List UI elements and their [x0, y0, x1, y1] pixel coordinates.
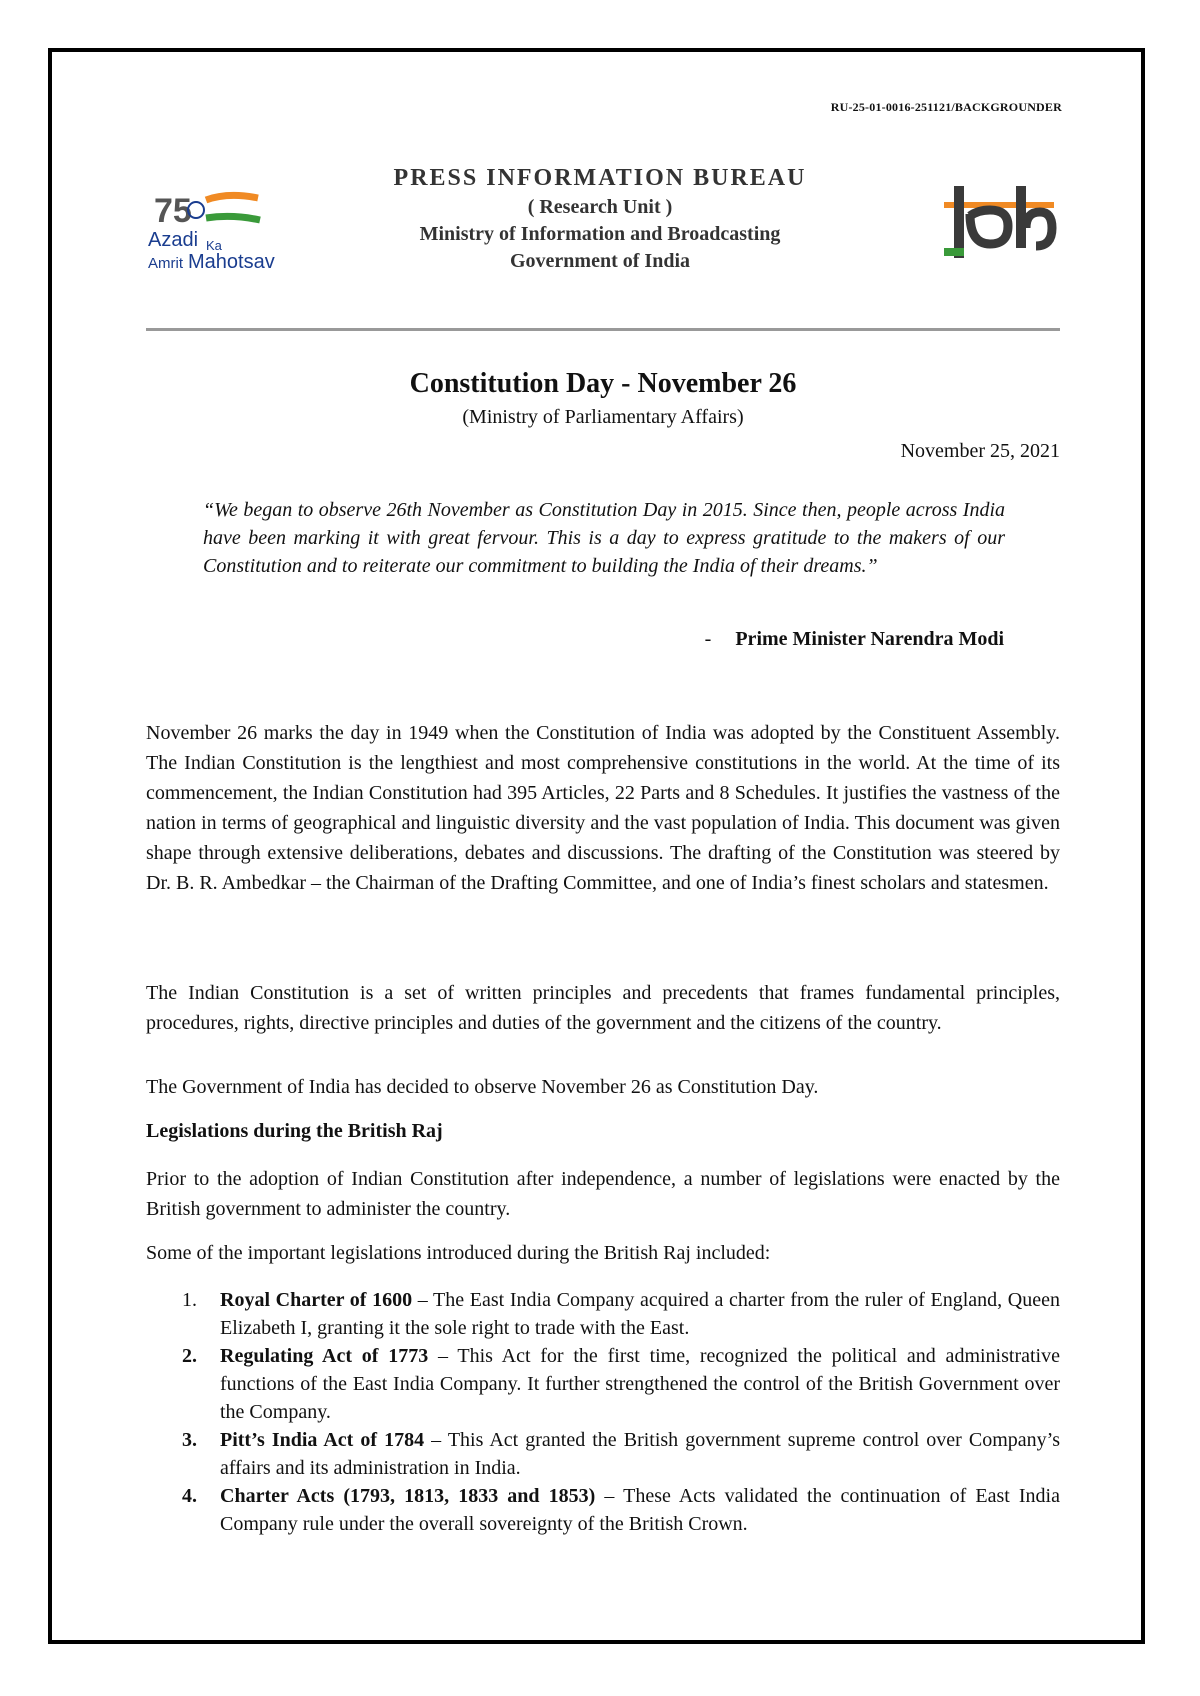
list-term: Regulating Act of 1773: [220, 1345, 429, 1367]
ministry-name: Ministry of Information and Broadcasting: [419, 223, 781, 245]
document-subtitle: (Ministry of Parliamentary Affairs): [462, 406, 744, 428]
list-item: [170, 1482, 1060, 1538]
quote-attribution: [705, 628, 1004, 651]
section-paragraph-2: Some of the important legislations introduced during the British Raj included:: [146, 1242, 771, 1264]
list-number: 4.: [182, 1485, 197, 1507]
header-divider: [146, 328, 1060, 331]
attribution-dash: -: [704, 628, 712, 650]
logo-azadi-text: Azadi: [148, 229, 199, 251]
list-term: Pitt’s India Act of 1784: [220, 1429, 425, 1451]
paragraph-2: The Indian Constitution is a set of written principles and precedents that frames fundamental principles, procedures, rights, directive principles and duties of the government and the citizens of the country.: [146, 982, 1060, 1034]
list-text: – These Acts validated the continuation of East India Company rule under the overall sovereignty of the British Crown.: [220, 1485, 1060, 1535]
list-item: [170, 1426, 1060, 1482]
organization-name: PRESS INFORMATION BUREAU: [393, 165, 807, 191]
list-text: – This Act for the first time, recognized the political and administrative functions of the East India Company. It further strengthened the control of the British Government over the Company.: [220, 1345, 1060, 1423]
pib-logo: [940, 170, 1060, 270]
logo-amrit-text: Amrit: [148, 255, 183, 272]
legislation-list: [170, 1286, 1060, 1538]
document-date: November 25, 2021: [900, 440, 1060, 462]
list-item: [170, 1286, 1060, 1342]
unit-name: ( Research Unit ): [527, 196, 673, 218]
list-number: 2.: [182, 1345, 197, 1367]
list-term: Charter Acts (1793, 1813, 1833 and 1853): [220, 1485, 596, 1507]
logo-ka-text: Ka: [206, 238, 222, 253]
list-text: – This Act granted the British government supreme control over Company’s affairs and its administration in India.: [220, 1429, 1060, 1479]
government-name: Government of India: [510, 250, 690, 272]
list-number: 1.: [182, 1289, 197, 1311]
quote-author: Prime Minister Narendra Modi: [735, 628, 1004, 650]
list-term: Royal Charter of 1600: [220, 1289, 413, 1311]
list-item: [170, 1342, 1060, 1426]
document-title: Constitution Day - November 26: [409, 368, 797, 399]
header-block: [300, 165, 900, 273]
logo-number-75: 75: [154, 192, 192, 230]
pib-logo-text: pib: [940, 170, 942, 171]
logo-mahotsav-text: Mahotsav: [188, 251, 275, 273]
paragraph-1: November 26 marks the day in 1949 when the Constitution of India was adopted by the Constituent Assembly. The Indian Constitution is the lengthiest and most comprehensive constitutions in the world. At the time of its commencement, the Indian Constitution had 395 Articles, 22 Parts and 8 Schedules. It justifies the vastness of the nation in terms of geographical and linguistic diversity and the vast population of India. This document was given shape through extensive deliberations, debates and discussions. The drafting of the Constitution was steered by Dr. B. R. Ambedkar – the Chairman of the Drafting Committee, and one of India’s finest scholars and statesmen.: [146, 722, 1060, 894]
paragraph-3: The Government of India has decided to observe November 26 as Constitution Day.: [146, 1076, 819, 1098]
section-heading: Legislations during the British Raj: [146, 1120, 443, 1142]
reference-code: RU-25-01-0016-251121/BACKGROUNDER: [830, 100, 1062, 114]
azadi-ka-amrit-mahotsav-logo: [148, 188, 298, 278]
list-text: – The East India Company acquired a charter from the ruler of England, Queen Elizabeth I, granting it the sole right to trade with the East.: [220, 1289, 1061, 1339]
list-number: 3.: [182, 1429, 197, 1451]
section-paragraph-1: Prior to the adoption of Indian Constitution after independence, a number of legislations were enacted by the British government to administer the country.: [146, 1168, 1060, 1220]
pm-quote: “We began to observe 26th November as Constitution Day in 2015. Since then, people across India have been marking it with great fervour. This is a day to express gratitude to the makers of our Constitution and to reiterate our commitment to building the India of their dreams.”: [203, 499, 1005, 577]
